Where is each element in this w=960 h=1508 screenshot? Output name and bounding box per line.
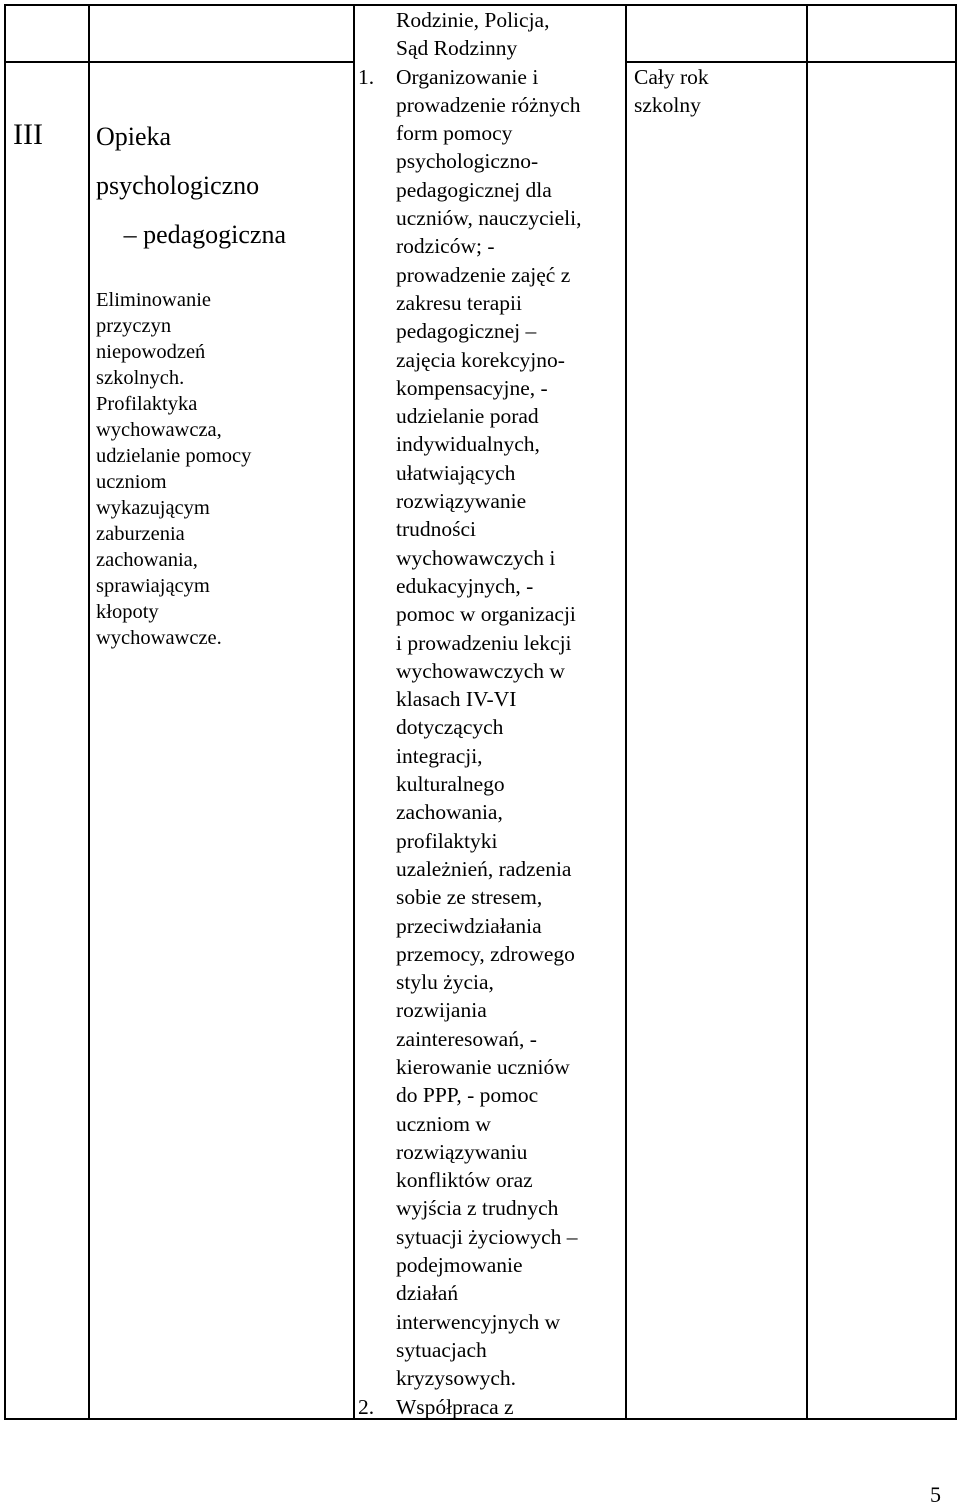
- task-line: [358, 1110, 620, 1138]
- task-line-text: Współpraca z: [396, 1394, 514, 1419]
- task-line: [358, 317, 620, 345]
- description-line: udzielanie pomocy: [96, 445, 252, 467]
- task-line-text: uczniom w: [396, 1111, 491, 1136]
- topic-title-line: – pedagogiczna: [123, 220, 286, 249]
- task-line-number: [358, 204, 396, 232]
- task-line: [358, 119, 620, 147]
- task-line: [358, 1166, 620, 1194]
- task-line-number: [358, 827, 396, 855]
- task-line-text: edukacyjnych, -: [396, 573, 534, 598]
- row-number: III: [13, 118, 43, 151]
- task-line: [358, 261, 620, 289]
- task-line: [358, 685, 620, 713]
- task-line: [358, 1081, 620, 1109]
- task-line-number: [358, 770, 396, 798]
- task-line: [358, 515, 620, 543]
- topic-title-line: psychologiczno: [96, 171, 260, 200]
- task-line-text: indywidualnych,: [396, 432, 540, 457]
- task-line-text: zakresu terapii: [396, 290, 522, 315]
- task-line: [358, 402, 620, 430]
- task-line-number: [358, 6, 396, 34]
- task-line-number: [358, 855, 396, 883]
- task-line-number: [358, 147, 396, 175]
- task-line-text: profilaktyki: [396, 828, 498, 853]
- task-line-text: zajęcia korekcyjno-: [396, 347, 565, 372]
- task-line-number: [358, 1251, 396, 1279]
- table-border-left: [4, 4, 6, 1420]
- task-line-text: podejmowanie: [396, 1253, 523, 1278]
- task-line-number: [358, 996, 396, 1024]
- task-line-text: prowadzenie zajęć z: [396, 262, 571, 287]
- task-line: [358, 657, 620, 685]
- task-line: [358, 544, 620, 572]
- task-line-number: [358, 232, 396, 260]
- task-line-text: interwencyjnych w: [396, 1309, 561, 1334]
- task-line-number: [358, 261, 396, 289]
- task-line-number: [358, 1053, 396, 1081]
- description-line: Profilaktyka: [96, 393, 198, 415]
- task-line-number: [358, 1364, 396, 1392]
- term-line: Cały rok: [634, 65, 709, 89]
- description-line: przyczyn: [96, 315, 172, 337]
- task-line-text: kryzysowych.: [396, 1366, 517, 1391]
- task-line-number: [358, 629, 396, 657]
- task-line-text: prowadzenie różnych: [396, 92, 581, 117]
- description-line: wychowawcze.: [96, 627, 222, 649]
- task-line-number: [358, 487, 396, 515]
- task-line-text: Rodzinie, Policja,: [396, 8, 550, 32]
- task-line-number: [358, 176, 396, 204]
- task-line: [358, 827, 620, 855]
- task-line: [358, 374, 620, 402]
- task-line-number: [358, 374, 396, 402]
- task-line-text: rozwiązywaniu: [396, 1139, 528, 1164]
- term-cell: [634, 63, 804, 120]
- task-line-text: integracji,: [396, 743, 483, 768]
- task-line: [358, 996, 620, 1024]
- task-line-text: udzielanie porad: [396, 404, 539, 429]
- description-line: kłopoty: [96, 601, 159, 623]
- description-line: zaburzenia: [96, 523, 185, 545]
- topic-cell: [96, 112, 296, 651]
- task-line: [358, 1138, 620, 1166]
- task-line-number: [358, 1081, 396, 1109]
- task-line: [358, 289, 620, 317]
- task-line-number: [358, 883, 396, 911]
- task-line-text: sytuacjach: [396, 1337, 487, 1362]
- task-line-text: do PPP, - pomoc: [396, 1083, 539, 1108]
- task-line-text: konfliktów oraz: [396, 1168, 533, 1193]
- column-divider-4: [806, 4, 808, 1420]
- topic-description: [96, 287, 296, 651]
- description-line: uczniom: [96, 471, 167, 493]
- term-line: szkolny: [634, 93, 701, 118]
- task-line-number: [358, 459, 396, 487]
- column-divider-2: [353, 4, 355, 1420]
- task-line: [358, 1053, 620, 1081]
- task-line-number: 2.: [358, 1394, 375, 1419]
- task-line: [358, 34, 620, 62]
- task-line-text: psychologiczno-: [396, 149, 539, 174]
- column-divider-3: [625, 4, 627, 1420]
- column-divider-1: [88, 4, 90, 1420]
- task-line-text: dotyczących: [396, 715, 504, 740]
- task-line-number: [358, 940, 396, 968]
- task-line-text: wyjścia z trudnych: [396, 1196, 559, 1221]
- task-line: [358, 770, 620, 798]
- task-line-text: pedagogicznej –: [396, 319, 537, 344]
- task-line: [358, 1308, 620, 1336]
- task-line: [358, 204, 620, 232]
- task-line: [358, 1251, 620, 1279]
- task-line-text: przeciwdziałania: [396, 913, 542, 938]
- task-line-number: [358, 1166, 396, 1194]
- task-line-number: [358, 1223, 396, 1251]
- task-line-text: kompensacyjne, -: [396, 375, 548, 400]
- task-line-number: [358, 912, 396, 940]
- task-line-text: zachowania,: [396, 800, 503, 825]
- task-line: [358, 6, 620, 34]
- description-line: Eliminowanie: [96, 289, 212, 311]
- topic-title: [96, 112, 296, 259]
- task-line-text: form pomocy: [396, 121, 513, 146]
- task-line: [358, 912, 620, 940]
- task-line-text: pedagogicznej dla: [396, 177, 552, 202]
- task-line: [358, 1364, 620, 1392]
- task-line-number: [358, 1110, 396, 1138]
- task-line: [358, 883, 620, 911]
- task-line-text: Organizowanie i: [396, 64, 539, 89]
- task-line-number: [358, 34, 396, 62]
- task-line: [358, 1223, 620, 1251]
- task-line: [358, 1025, 620, 1053]
- task-line-number: [358, 1025, 396, 1053]
- task-line-number: [358, 119, 396, 147]
- page-number: 5: [930, 1482, 941, 1507]
- task-line-number: [358, 742, 396, 770]
- task-line-text: rodziców; -: [396, 234, 495, 259]
- task-line: [358, 147, 620, 175]
- task-line: [358, 91, 620, 119]
- task-line-text: stylu życia,: [396, 970, 494, 995]
- description-line: zachowania,: [96, 549, 198, 571]
- task-line: [358, 232, 620, 260]
- task-line-text: uzależnień, radzenia: [396, 856, 572, 881]
- task-line-text: Sąd Rodzinny: [396, 36, 518, 61]
- task-line-text: trudności: [396, 517, 477, 542]
- task-line-text: wychowawczych w: [396, 658, 565, 683]
- task-line-number: [358, 1138, 396, 1166]
- task-line-number: [358, 1279, 396, 1307]
- task-line: [358, 855, 620, 883]
- task-line: [358, 430, 620, 458]
- task-line-number: [358, 544, 396, 572]
- task-line-number: [358, 289, 396, 317]
- task-line-number: [358, 1308, 396, 1336]
- table-border-right: [955, 4, 957, 1420]
- task-line-text: działań: [396, 1281, 459, 1306]
- task-line-number: [358, 600, 396, 628]
- task-line: [358, 940, 620, 968]
- task-line-number: [358, 430, 396, 458]
- task-line-number: [358, 798, 396, 826]
- task-line-text: sytuacji życiowych –: [396, 1224, 578, 1249]
- task-line-number: [358, 657, 396, 685]
- task-line: [358, 629, 620, 657]
- task-line-text: rozwiązywanie: [396, 489, 527, 514]
- task-line-text: ułatwiających: [396, 460, 516, 485]
- task-line-text: przemocy, zdrowego: [396, 941, 575, 966]
- task-line: [358, 487, 620, 515]
- task-line-text: wychowawczych i: [396, 545, 556, 570]
- task-line: [358, 459, 620, 487]
- task-line-number: [358, 515, 396, 543]
- task-line-number: [358, 402, 396, 430]
- task-line-text: i prowadzeniu lekcji: [396, 630, 572, 655]
- task-line-number: [358, 91, 396, 119]
- task-line: [358, 346, 620, 374]
- task-line-text: sobie ze stresem,: [396, 885, 543, 910]
- task-line: [358, 176, 620, 204]
- task-line: [358, 1279, 620, 1307]
- task-line: [358, 1194, 620, 1222]
- task-line: [358, 713, 620, 741]
- task-line-number: [358, 346, 396, 374]
- task-line-text: klasach IV-VI: [396, 687, 517, 712]
- task-line: [358, 742, 620, 770]
- task-line: [358, 1336, 620, 1364]
- task-line-text: pomoc w organizacji: [396, 602, 576, 627]
- task-line-number: [358, 317, 396, 345]
- description-line: sprawiającym: [96, 575, 210, 597]
- description-line: szkolnych.: [96, 367, 185, 389]
- task-line: [358, 1393, 620, 1421]
- task-line: [358, 968, 620, 996]
- task-line-text: rozwijania: [396, 998, 487, 1023]
- task-line-number: [358, 1194, 396, 1222]
- description-line: wykazującym: [96, 497, 210, 519]
- task-line-number: 1.: [358, 64, 375, 89]
- task-line-number: [358, 713, 396, 741]
- task-line-number: [358, 572, 396, 600]
- task-line-text: kierowanie uczniów: [396, 1054, 570, 1079]
- task-line-text: uczniów, nauczycieli,: [396, 206, 582, 231]
- task-line-number: [358, 1336, 396, 1364]
- task-line-text: zainteresowań, -: [396, 1026, 537, 1051]
- tasks-cell: [358, 6, 620, 1421]
- task-line: [358, 572, 620, 600]
- task-line-number: [358, 968, 396, 996]
- task-line: [358, 798, 620, 826]
- topic-title-line: Opieka: [96, 122, 172, 151]
- description-line: niepowodzeń: [96, 341, 206, 363]
- task-line-number: [358, 685, 396, 713]
- row-divider: [4, 61, 355, 63]
- task-line: [358, 600, 620, 628]
- task-line: [358, 63, 620, 91]
- description-line: wychowawcza,: [96, 419, 222, 441]
- task-line-text: kulturalnego: [396, 772, 505, 797]
